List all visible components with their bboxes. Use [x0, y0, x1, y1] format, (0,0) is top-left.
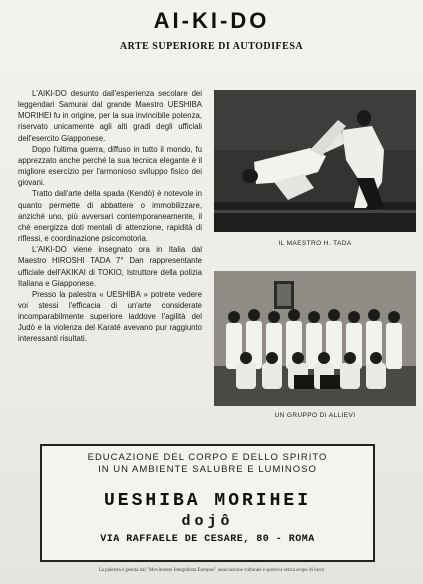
footer-note: La palestra è gestita dal "Movimento Integralista Europeo" associazione culturale e sportiva senza scopo di lucro — [98, 568, 325, 573]
dojo-name: UESHIBA MORIHEI — [103, 491, 312, 511]
page-subtitle: ARTE SUPERIORE DI AUTODIFESA — [119, 41, 304, 52]
article-paragraph: Tratto dall'arte della spada (Kendò) è notevole in quanto permette di abbattere o immobilizzare, anziché uno, più avversari contemporaneamente, il chè energizza doti mentali di attenzione, rapidità di riflessi, e coordinazione psicomotoria. — [18, 189, 202, 244]
article-paragraph: Presso la palestra « UESHIBA » potrete vedere voi stessi l'efficacia di un'arte considerate incomparabilmente superiore laddove l'agilità del Judò e la violenza del Karaté avevano pur raggiunto interessanti risultati. — [18, 289, 202, 344]
article-paragraph: L'AIKI-DO viene insegnato ora in Italia dal Maestro HIROSHI TADA 7° Dan rappresentante ufficiale dell'AKIKAI di TOKIO, Istruttore della polizia Italiana e Giapponese. — [18, 245, 202, 288]
dojo-info-box — [40, 444, 375, 562]
dojo-label: dojô — [181, 513, 234, 530]
students-group-illustration — [214, 271, 416, 406]
dojo-address: VIA RAFFAELE DE CESARE, 80 - ROMA — [100, 534, 315, 545]
article-body — [18, 88, 202, 345]
box-slogan-line: IN UN AMBIENTE SALUBRE E LUMINOSO — [98, 464, 317, 475]
students-group-photo — [214, 271, 416, 406]
article-paragraph: L'AIKI-DO desunto dall'esperienza secolare dei leggendari Samurai dal grande Maestro UESHIBA MORIHEI fu in origine, per la sua invincibile potenza, riservato unicamente agli alti gradi degli ufficiali dell'esercito Giapponese. — [18, 89, 202, 143]
page-title: AI-KI-DO — [153, 8, 270, 33]
box-slogan-line: EDUCAZIONE DEL CORPO E DELLO SPIRITO — [87, 452, 328, 463]
article-paragraph: Dopo l'ultima guerra, diffuso in tutto il mondo, fu apprezzato anche perché la sua tecnica elegante è il migliore esercizio per l'armonioso sviluppo fisico dei giovani. — [18, 144, 202, 188]
photo-caption: UN GRUPPO DI ALLIEVI — [274, 412, 356, 419]
master-tada-illustration — [214, 90, 416, 232]
master-tada-photo — [214, 90, 416, 232]
photo-caption: IL MAESTRO H. TADA — [278, 240, 352, 247]
